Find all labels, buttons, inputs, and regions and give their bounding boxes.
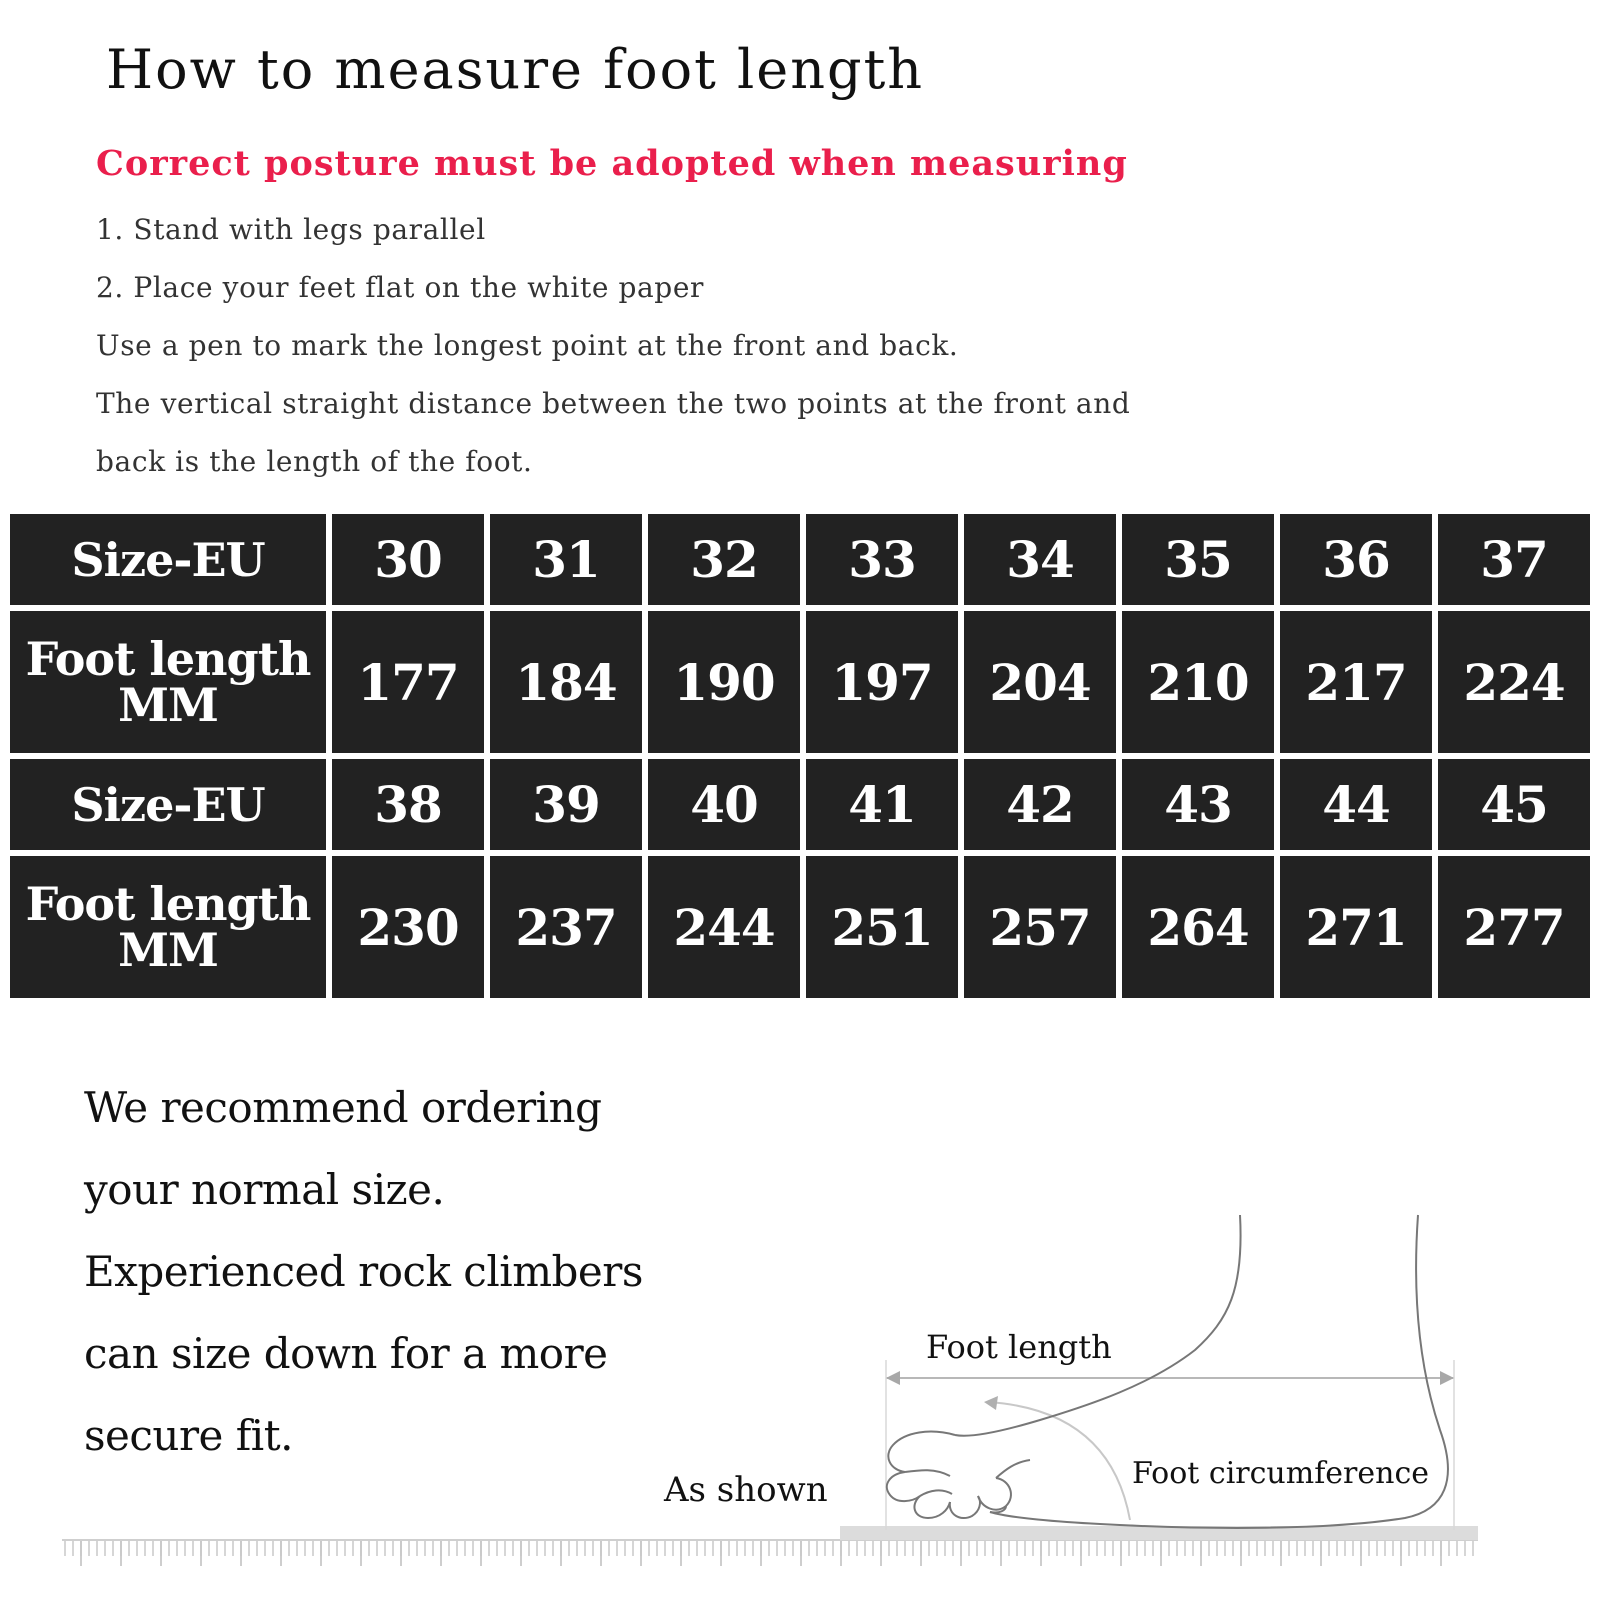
row-header-line1: Foot length [25, 632, 311, 686]
size-chart-table [4, 508, 1596, 1004]
row-header-line1: Foot length [25, 877, 311, 931]
length-cell: 217 [1280, 611, 1432, 753]
row-header-line1: Size-EU [71, 532, 265, 587]
length-cell: 251 [806, 856, 958, 998]
length-cell: 237 [490, 856, 642, 998]
table-row [10, 611, 1590, 753]
size-cell: 43 [1122, 759, 1274, 850]
foot-length-arrow [886, 1360, 1454, 1530]
step-item: Use a pen to mark the longest point at the front and back. [96, 329, 959, 362]
size-cell: 45 [1438, 759, 1590, 850]
size-cell: 41 [806, 759, 958, 850]
size-cell: 39 [490, 759, 642, 850]
length-cell: 204 [964, 611, 1116, 753]
page-title: How to measure foot length [106, 38, 925, 101]
step-item: The vertical straight distance between the two points at the front and [96, 387, 1131, 420]
size-cell: 33 [806, 514, 958, 605]
posture-subtitle: Correct posture must be adopted when measuring [96, 143, 1128, 184]
row-header [10, 759, 326, 850]
table-row [10, 514, 1590, 605]
length-cell: 230 [332, 856, 484, 998]
foot-circumference-label: Foot circumference [1132, 1456, 1430, 1491]
step-item: 1. Stand with legs parallel [96, 213, 486, 246]
length-cell: 210 [1122, 611, 1274, 753]
size-cell: 38 [332, 759, 484, 850]
size-cell: 44 [1280, 759, 1432, 850]
size-cell: 32 [648, 514, 800, 605]
row-header-line1: Size-EU [71, 777, 265, 832]
ruler-graphic [62, 1526, 1478, 1573]
size-cell: 30 [332, 514, 484, 605]
length-cell: 264 [1122, 856, 1274, 998]
row-header [10, 514, 326, 605]
size-cell: 34 [964, 514, 1116, 605]
recommendation-line: can size down for a more [84, 1329, 608, 1378]
recommendation-line: your normal size. [84, 1165, 445, 1214]
row-header-line2: MM [118, 678, 218, 732]
measurement-steps [96, 210, 1236, 500]
recommendation-line: Experienced rock climbers [84, 1247, 643, 1296]
recommendation-line: We recommend ordering [84, 1083, 602, 1132]
size-cell: 42 [964, 759, 1116, 850]
length-cell: 197 [806, 611, 958, 753]
length-cell: 224 [1438, 611, 1590, 753]
length-cell: 177 [332, 611, 484, 753]
row-header [10, 611, 326, 753]
row-header-line2: MM [118, 923, 218, 977]
foot-length-label: Foot length [926, 1328, 1112, 1366]
foot-measurement-diagram [0, 1180, 1600, 1600]
length-cell: 257 [964, 856, 1116, 998]
step-item: 2. Place your feet flat on the white paper [96, 271, 704, 304]
length-cell: 277 [1438, 856, 1590, 998]
foot-illustration [0, 1180, 1600, 1600]
length-cell: 271 [1280, 856, 1432, 998]
size-cell: 35 [1122, 514, 1274, 605]
size-cell: 37 [1438, 514, 1590, 605]
table-row [10, 759, 1590, 850]
table-row [10, 856, 1590, 998]
length-cell: 190 [648, 611, 800, 753]
size-cell: 31 [490, 514, 642, 605]
length-cell: 244 [648, 856, 800, 998]
as-shown-label: As shown [664, 1470, 828, 1510]
recommendation-line: secure fit. [84, 1411, 293, 1460]
size-cell: 40 [648, 759, 800, 850]
length-cell: 184 [490, 611, 642, 753]
row-header [10, 856, 326, 998]
step-item: back is the length of the foot. [96, 445, 533, 478]
size-cell: 36 [1280, 514, 1432, 605]
